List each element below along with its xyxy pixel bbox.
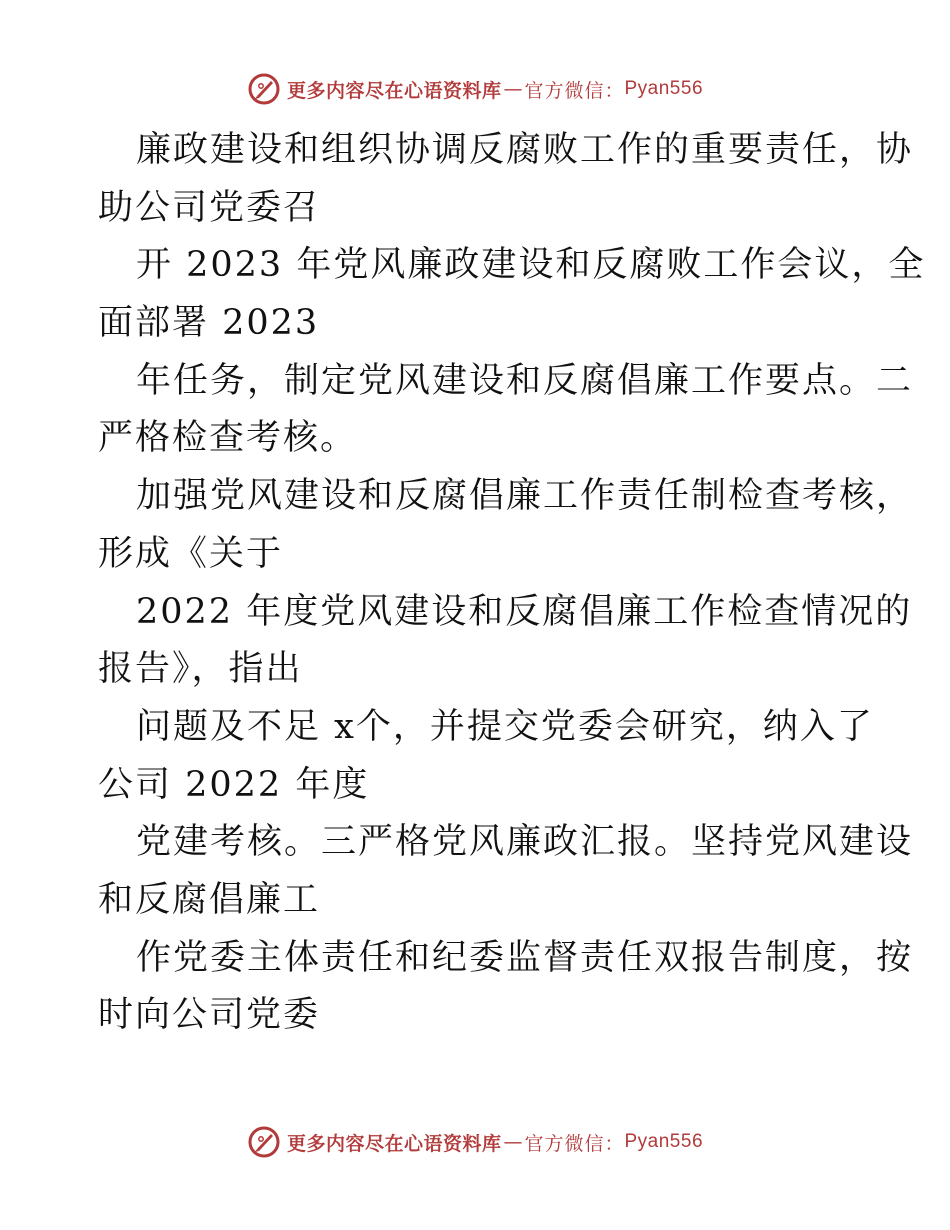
banner-wechat-handle: Pyan556 [624, 78, 704, 99]
document-body [98, 122, 926, 1045]
banner-wechat-handle: Pyan556 [624, 1131, 704, 1152]
text-line: 公司 2022 年度 [98, 764, 370, 805]
footer-banner [0, 1125, 950, 1159]
banner-brand: 更多内容尽在心语资料库 [286, 79, 502, 102]
text-line: 2022 年度党风建设和反腐倡廉工作检查情况的 [136, 591, 913, 632]
banner-brand: 更多内容尽在心语资料库 [286, 1132, 502, 1155]
text-line: 形成《关于 [98, 533, 284, 574]
text-line: 面部署 2023 [98, 303, 320, 344]
text-line: 严格检查考核。 [98, 418, 358, 459]
text-line: 时向公司党委 [98, 995, 321, 1036]
text-line: 和反腐倡廉工 [98, 879, 321, 920]
text-line: 开 2023 年党风廉政建设和反腐败工作会议，全 [136, 245, 926, 286]
text-line: 廉政建设和组织协调反腐败工作的重要责任，协 [136, 130, 914, 170]
banner-wechat-label: 官方微信： [524, 1132, 625, 1155]
header-banner [0, 72, 950, 106]
text-line: 年任务，制定党风建设和反腐倡廉工作要点。二 [136, 360, 914, 401]
banner-separator: — [503, 1131, 523, 1153]
banner-wechat-label: 官方微信： [524, 79, 625, 102]
text-line: 问题及不足 x个，并提交党委会研究，纳入了 [136, 706, 874, 747]
quill-pen-logo-icon [247, 72, 281, 106]
text-line: 作党委主体责任和纪委监督责任双报告制度，按 [136, 937, 914, 978]
text-line: 报告》，指出 [98, 649, 303, 690]
banner-separator: — [503, 78, 523, 100]
text-line: 助公司党委召 [98, 187, 321, 228]
quill-pen-logo-icon [247, 1125, 281, 1159]
text-line: 党建考核。三严格党风廉政汇报。坚持党风建设 [136, 822, 914, 863]
text-line: 加强党风建设和反腐倡廉工作责任制检查考核， [136, 476, 914, 517]
